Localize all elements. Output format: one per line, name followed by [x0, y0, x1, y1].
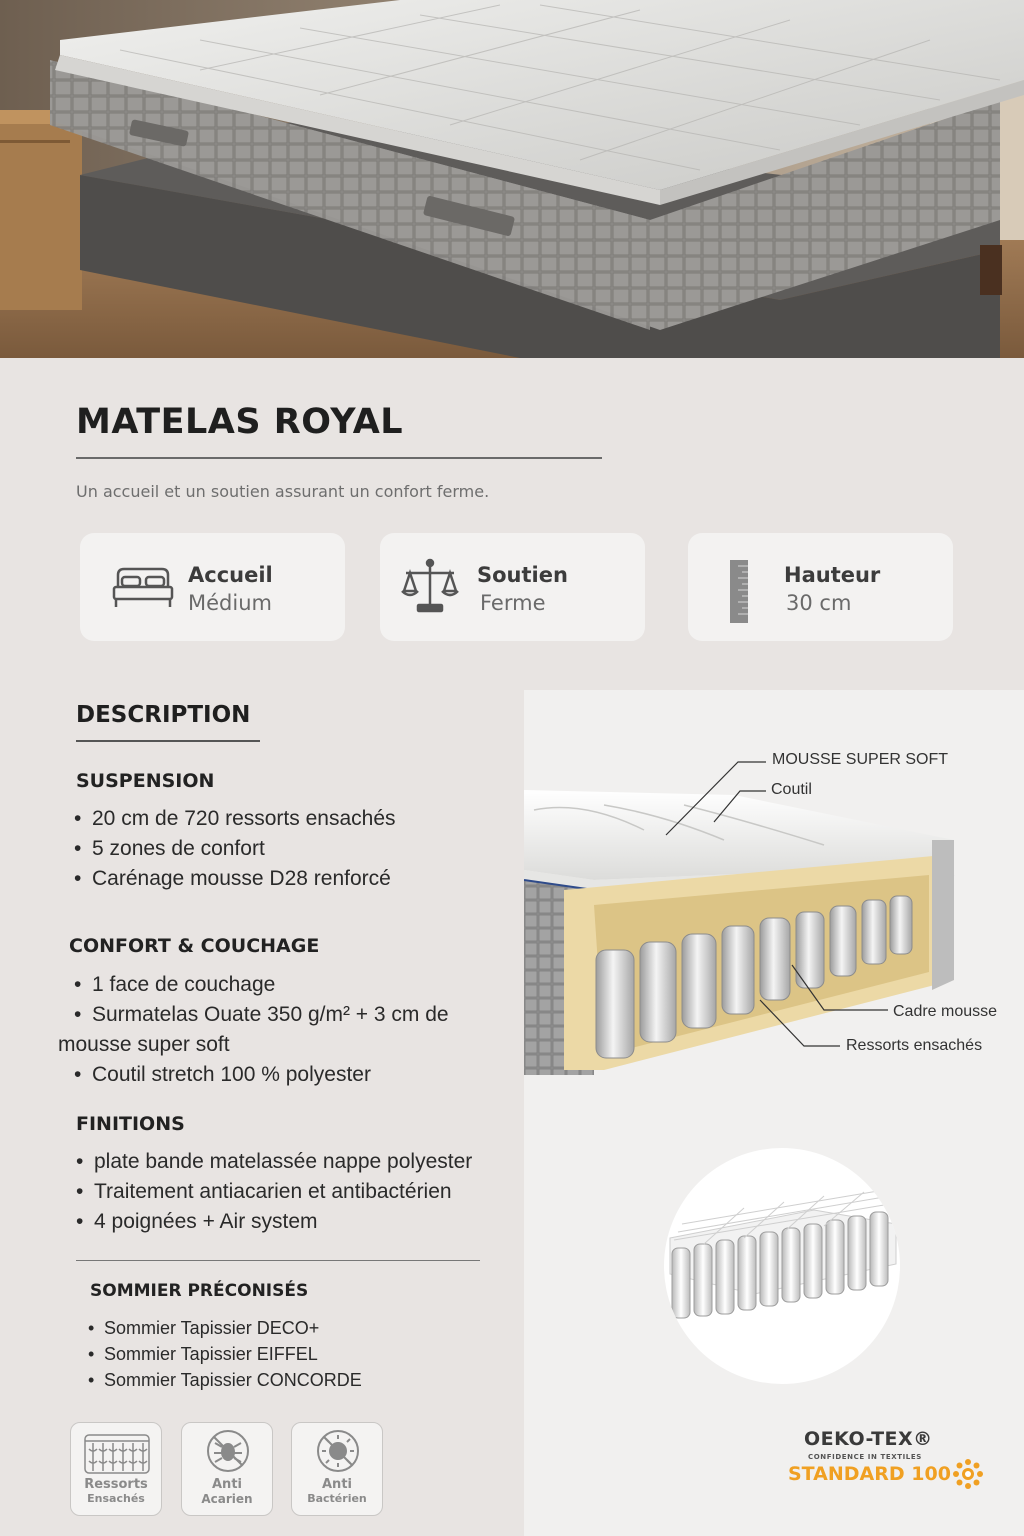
spec-card-hauteur: [688, 533, 953, 641]
springs-icon: [71, 1423, 163, 1479]
confort-list-cont: [72, 1060, 371, 1090]
product-title: MATELAS ROYAL: [76, 402, 404, 442]
spec-label: Soutien: [477, 563, 568, 587]
badge-label-line2: Bactérien: [307, 1492, 367, 1505]
oeko-tex-certification: [786, 1428, 986, 1488]
badge-ressorts-ensaches: [70, 1422, 162, 1516]
product-subtitle: Un accueil et un soutien assurant un confort ferme.: [76, 482, 490, 501]
oeko-brand: OEKO-TEX®: [804, 1428, 933, 1450]
oeko-tagline: CONFIDENCE IN TEXTILES: [808, 1453, 922, 1461]
suspension-heading: SUSPENSION: [76, 770, 215, 792]
list-item: • plate bande matelassée nappe polyester: [74, 1147, 472, 1177]
spec-label: Accueil: [188, 563, 273, 587]
sommier-heading: SOMMIER PRÉCONISÉS: [90, 1281, 309, 1301]
anti-mite-icon: [182, 1423, 274, 1479]
cutaway-label-coutil: Coutil: [771, 781, 812, 798]
suspension-list: [72, 804, 396, 894]
oeko-standard: STANDARD 100: [788, 1463, 951, 1485]
badge-label-line1: Anti: [322, 1477, 352, 1492]
list-item: • 20 cm de 720 ressorts ensachés: [72, 804, 396, 834]
confort-list: [72, 970, 449, 1030]
cutaway-label-cadre: Cadre mousse: [893, 1003, 998, 1020]
badge-label-line1: Anti: [212, 1477, 242, 1492]
badge-anti-bacterien: [291, 1422, 383, 1516]
balance-scale-icon: [400, 557, 466, 617]
list-item: • 1 face de couchage: [72, 970, 449, 1000]
cutaway-label-ressorts: Ressorts ensachés: [846, 1037, 983, 1054]
oeko-flower-icon: [952, 1458, 984, 1490]
list-item: • Carénage mousse D28 renforcé: [72, 864, 396, 894]
list-item: • Sommier Tapissier DECO+: [86, 1315, 362, 1341]
sommier-divider: [76, 1260, 480, 1261]
badge-label-line2: Acarien: [201, 1492, 253, 1506]
list-item: • Surmatelas Ouate 350 g/m² + 3 cm de: [72, 1000, 449, 1030]
spec-label: Hauteur: [784, 563, 881, 587]
spring-block-illustration: [664, 1148, 900, 1384]
list-item: • Sommier Tapissier CONCORDE: [86, 1367, 362, 1393]
badge-anti-acarien: [181, 1422, 273, 1516]
bed-icon: [110, 557, 176, 617]
confort-heading: CONFORT & COUCHAGE: [69, 935, 320, 957]
title-divider: [76, 457, 602, 459]
finitions-list: [74, 1147, 472, 1237]
anti-bacteria-icon: [292, 1423, 384, 1479]
sommier-list: [86, 1315, 362, 1393]
list-item-continuation: mousse super soft: [58, 1033, 230, 1056]
list-item: • 4 poignées + Air system: [74, 1207, 472, 1237]
description-divider: [76, 740, 260, 742]
list-item: • Traitement antiacarien et antibactérien: [74, 1177, 472, 1207]
spec-value: Ferme: [480, 591, 546, 615]
spec-value: 30 cm: [786, 591, 852, 615]
cutaway-label-mousse: MOUSSE SUPER SOFT: [772, 751, 949, 768]
badge-label-line2: Ensachés: [87, 1492, 145, 1505]
hero-mattress-photo: [0, 0, 1024, 358]
badge-label-line1: Ressorts: [84, 1477, 148, 1492]
spec-value: Médium: [188, 591, 272, 615]
mattress-cutaway-illustration: [524, 690, 1024, 1080]
description-heading: DESCRIPTION: [76, 702, 251, 728]
spec-card-soutien: [380, 533, 645, 641]
list-item: • 5 zones de confort: [72, 834, 396, 864]
finitions-heading: FINITIONS: [76, 1113, 185, 1135]
spec-card-accueil: [80, 533, 345, 641]
ruler-icon: [712, 553, 778, 623]
list-item: • Coutil stretch 100 % polyester: [72, 1060, 371, 1090]
list-item: • Sommier Tapissier EIFFEL: [86, 1341, 362, 1367]
